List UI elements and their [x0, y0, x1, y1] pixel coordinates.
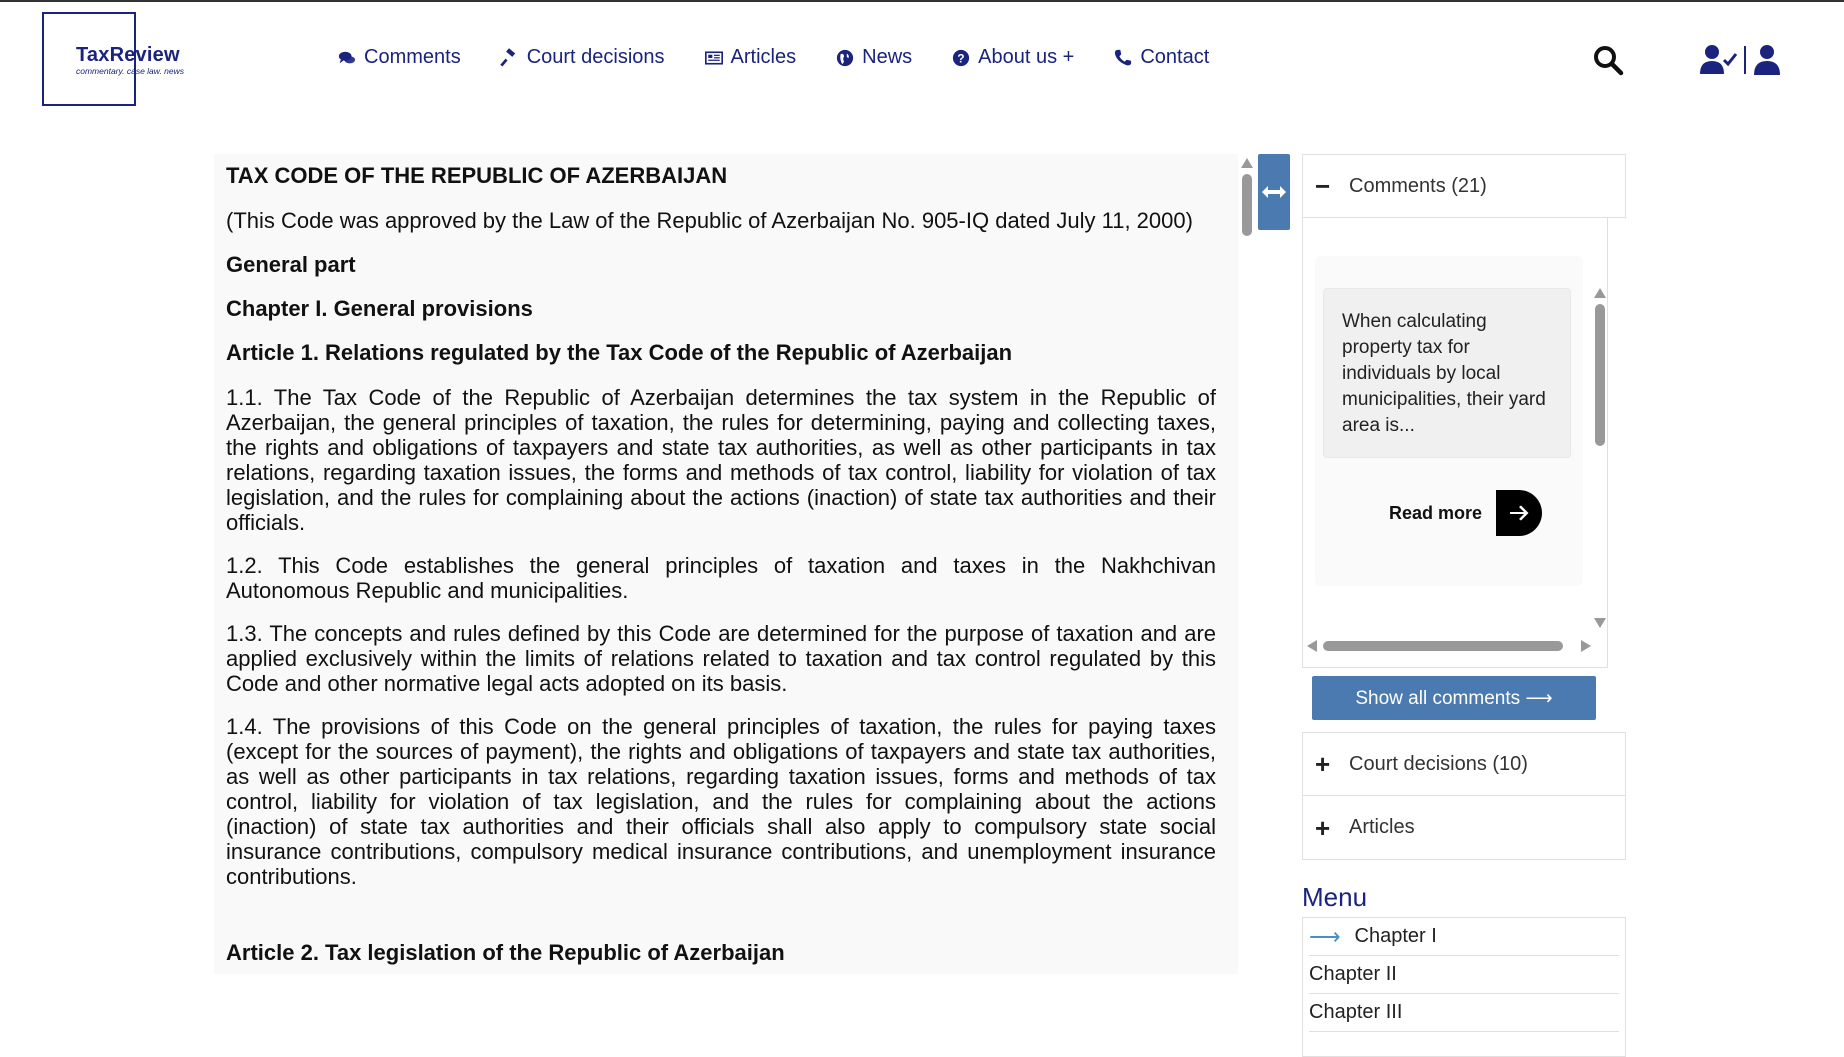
arrow-right-icon: ⟶	[1309, 923, 1341, 949]
menu-item-chapter-2[interactable]	[1309, 956, 1619, 994]
paragraph: 1.4. The provisions of this Code on the general principles of taxation, the rules for paying taxes (except for the sources of payment), the rights and obligations of taxpayers and state tax authorities, as well as other participants in tax relations, regarding taxation issues, forms and methods of tax control, liability for violation of tax legislation, and the rules for complaining about the actions (inaction) of state tax authorities and their officials shall also apply to compulsory state social insurance contributions, compulsory medical insurance contributions, and unemployment insurance contributions.	[226, 714, 1216, 889]
scroll-thumb[interactable]	[1323, 641, 1563, 651]
document-scrollbar[interactable]	[1240, 158, 1254, 242]
expand-width-button[interactable]	[1258, 154, 1290, 230]
document-title: TAX CODE OF THE REPUBLIC OF AZERBAIJAN	[226, 163, 728, 188]
nav-articles-label: Articles	[730, 46, 797, 68]
document-content	[226, 164, 1216, 985]
search-icon	[1592, 44, 1624, 76]
sidebar	[1302, 154, 1626, 1057]
nav-news[interactable]	[836, 46, 912, 69]
paragraph: 1.1. The Tax Code of the Republic of Azerbaijan determines the tax system in the Republic of Azerbaijan, the general principles of taxation, the rules for determining, paying and collecting taxes, the rights and obligations of taxpayers and state tax authorities, as well as other participants in tax relations, regarding taxation issues, the forms and methods of tax control, liability for violation of tax legislation, and the rules for complaining about the actions (inaction) of state tax authorities and their officials.	[226, 385, 1216, 535]
user-icon[interactable]	[1752, 44, 1782, 76]
menu-item-label: Chapter II	[1309, 963, 1397, 985]
scroll-down-arrow[interactable]	[1594, 618, 1606, 628]
articles-accordion-label: Articles	[1349, 816, 1415, 838]
user-check-icon[interactable]	[1700, 44, 1738, 76]
menu-item-label: Chapter III	[1309, 1001, 1403, 1023]
comments-panel	[1302, 218, 1626, 709]
part-heading: General part	[226, 252, 356, 277]
read-more-label: Read more	[1389, 502, 1483, 523]
articles-accordion-header[interactable]	[1302, 796, 1626, 860]
menu-item-label: Chapter I	[1354, 925, 1437, 947]
site-logo[interactable]	[42, 12, 185, 106]
article-heading: Article 1. Relations regulated by the Tax Code of the Republic of Azerbaijan	[226, 340, 1013, 365]
chapter-heading: Chapter I. General provisions	[226, 296, 533, 321]
newspaper-icon	[705, 49, 723, 67]
paragraph: 1.2. This Code establishes the general principles of taxation and taxes in the Nakhchivan Autonomous Republic and municipalities.	[226, 553, 1216, 603]
nav-comments[interactable]	[338, 46, 461, 69]
court-decisions-accordion-header[interactable]	[1302, 732, 1626, 796]
nav-contact[interactable]	[1114, 46, 1209, 69]
comments-accordion-header[interactable]	[1302, 154, 1626, 218]
paragraph: 1.3. The concepts and rules defined by this Code are determined for the purpose of taxation and are applied exclusively within the limits of relations related to taxation and tax control regulated by this Code and other normative legal acts adopted on its basis.	[226, 621, 1216, 696]
expand-icon: +	[1315, 749, 1331, 779]
show-all-comments-button[interactable]: Show all comments ⟶	[1312, 676, 1596, 720]
expand-icon: +	[1315, 812, 1331, 843]
comments-accordion-label: Comments (21)	[1349, 174, 1487, 197]
account-divider	[1744, 46, 1746, 74]
comments-scroll-area	[1302, 218, 1608, 668]
document-intro: (This Code was approved by the Law of the Republic of Azerbaijan No. 905-IQ dated July 11, 2000)	[226, 208, 1193, 233]
svg-text:?: ?	[957, 52, 965, 65]
logo-brand: TaxReview	[76, 44, 180, 66]
phone-icon	[1114, 49, 1132, 67]
globe-icon	[836, 49, 854, 67]
nav-court-decisions-label: Court decisions	[526, 46, 665, 68]
search-button[interactable]	[1592, 44, 1624, 76]
court-decisions-accordion-label: Court decisions (10)	[1349, 752, 1528, 775]
chapter-menu	[1302, 917, 1626, 1057]
menu-item-chapter-1[interactable]	[1309, 918, 1619, 956]
nav-about-us-label: About us +	[978, 46, 1075, 68]
scroll-right-arrow[interactable]	[1581, 640, 1591, 652]
gavel-icon	[501, 49, 519, 67]
collapse-icon: −	[1315, 171, 1331, 201]
read-more-button[interactable]	[1389, 490, 1542, 536]
main-nav	[338, 46, 1209, 69]
comments-icon	[338, 49, 356, 67]
comment-excerpt: When calculating property tax for individuals by local municipalities, their yard area is...	[1323, 288, 1571, 458]
comments-vertical-scrollbar[interactable]	[1593, 288, 1607, 628]
nav-articles[interactable]	[705, 46, 797, 69]
logo-tagline: commentary. case law. news	[76, 66, 185, 76]
nav-court-decisions[interactable]	[501, 46, 665, 69]
nav-about-us[interactable]	[952, 46, 1074, 69]
arrow-right-icon	[1496, 490, 1542, 536]
scroll-up-arrow[interactable]	[1594, 288, 1606, 298]
scroll-thumb[interactable]	[1242, 174, 1252, 236]
comments-horizontal-scrollbar[interactable]	[1307, 640, 1587, 652]
scroll-left-arrow[interactable]	[1307, 640, 1317, 652]
question-circle-icon	[952, 49, 970, 67]
scroll-up-arrow[interactable]	[1241, 158, 1253, 168]
arrows-horizontal-icon	[1261, 184, 1287, 200]
nav-news-label: News	[862, 46, 913, 68]
account-area	[1700, 44, 1782, 76]
comment-card	[1315, 256, 1583, 586]
nav-comments-label: Comments	[364, 46, 461, 68]
scroll-thumb[interactable]	[1595, 304, 1605, 446]
document-panel	[214, 154, 1238, 974]
menu-title: Menu	[1302, 882, 1368, 912]
nav-contact-label: Contact	[1140, 46, 1210, 68]
menu-item-chapter-3[interactable]	[1309, 994, 1619, 1032]
article-heading: Article 2. Tax legislation of the Republic of Azerbaijan	[226, 940, 785, 965]
